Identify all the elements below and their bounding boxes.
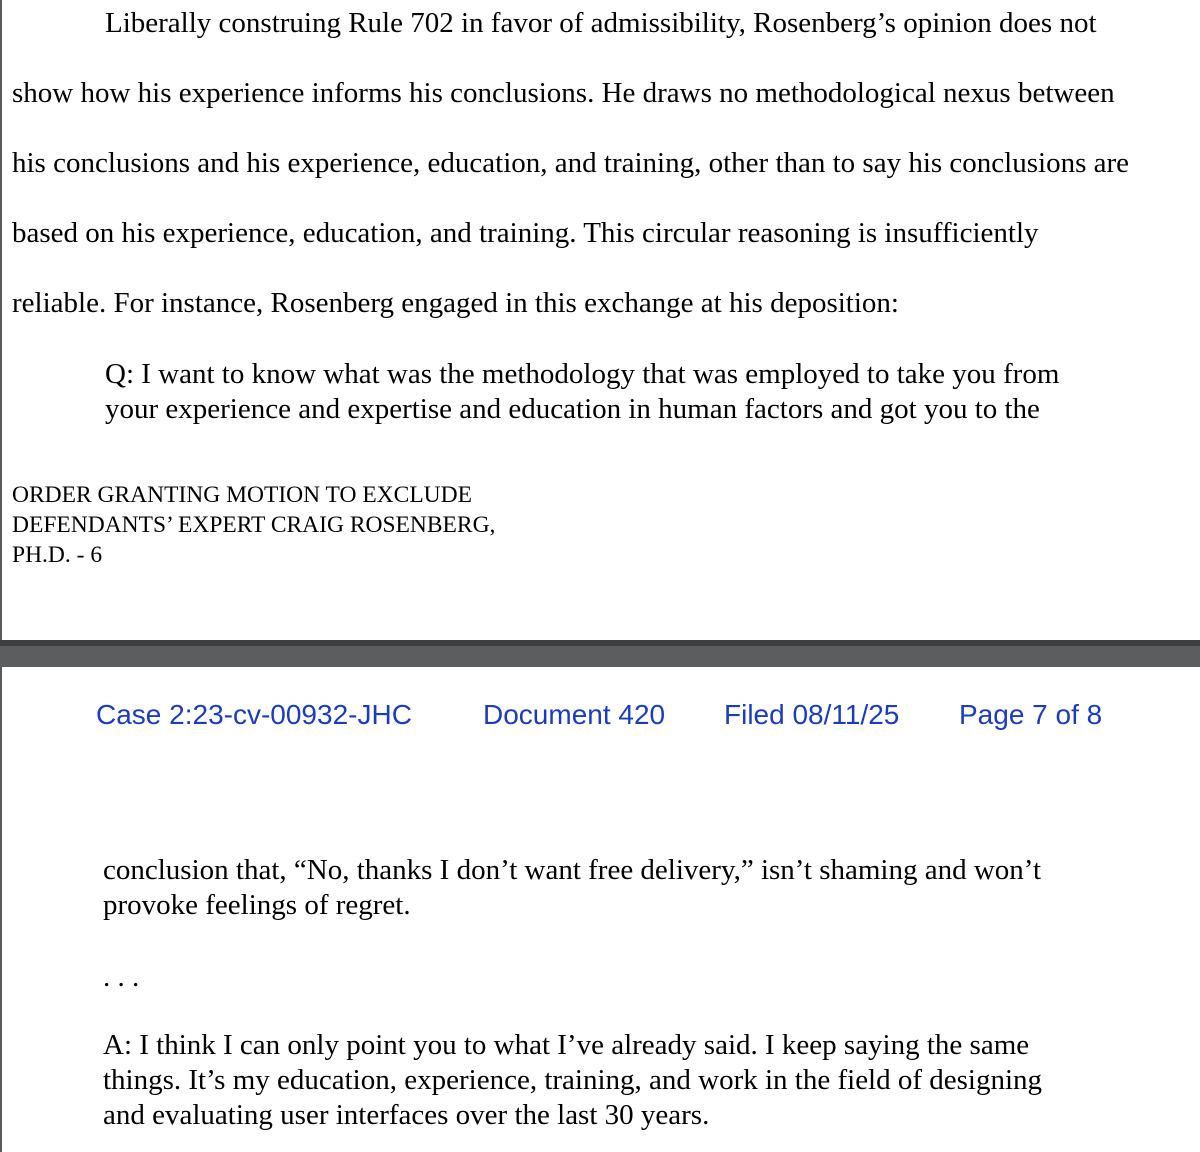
quote-continuation-line-1: conclusion that, “No, thanks I don’t want free delivery,” isn’t shaming and won’t	[103, 854, 1041, 886]
paragraph-line-3: his conclusions and his experience, education, and training, other than to say his conclusions are	[12, 147, 1130, 179]
answer-line-2: things. It’s my education, experience, training, and work in the field of designing	[103, 1064, 1043, 1096]
quote-line-2: your experience and expertise and education in human factors and got you to the	[105, 393, 1040, 425]
answer-line-3: and evaluating user interfaces over the last 30 years.	[103, 1099, 710, 1131]
case-number: Case 2:23-cv-00932-JHC	[96, 699, 412, 730]
footer-title-line-1: ORDER GRANTING MOTION TO EXCLUDE	[12, 482, 472, 508]
footer-title-line-3: PH.D. - 6	[12, 542, 103, 568]
filed-date: Filed 08/11/25	[724, 699, 900, 730]
quote-line-1: Q: I want to know what was the methodology that was employed to take you from	[105, 358, 1060, 390]
page-count: Page 7 of 8	[959, 699, 1103, 730]
document-number: Document 420	[483, 699, 666, 730]
paragraph-line-1: Liberally construing Rule 702 in favor of admissibility, Rosenberg’s opinion does not	[105, 7, 1097, 39]
footer-title-line-2: DEFENDANTS’ EXPERT CRAIG ROSENBERG,	[12, 512, 496, 538]
page-separator	[0, 640, 1200, 667]
page-separator-shade	[0, 640, 1200, 646]
quote-continuation-line-2: provoke feelings of regret.	[103, 889, 411, 921]
ellipsis: . . .	[103, 961, 140, 993]
paragraph-line-2: show how his experience informs his conclusions. He draws no methodological nexus between	[12, 77, 1115, 109]
paragraph-line-4: based on his experience, education, and training. This circular reasoning is insufficiently	[12, 217, 1039, 249]
case-header	[0, 697, 1200, 733]
answer-line-1: A: I think I can only point you to what I’ve already said. I keep saying the same	[103, 1029, 1030, 1061]
paragraph-line-5: reliable. For instance, Rosenberg engaged in this exchange at his deposition:	[12, 287, 899, 319]
